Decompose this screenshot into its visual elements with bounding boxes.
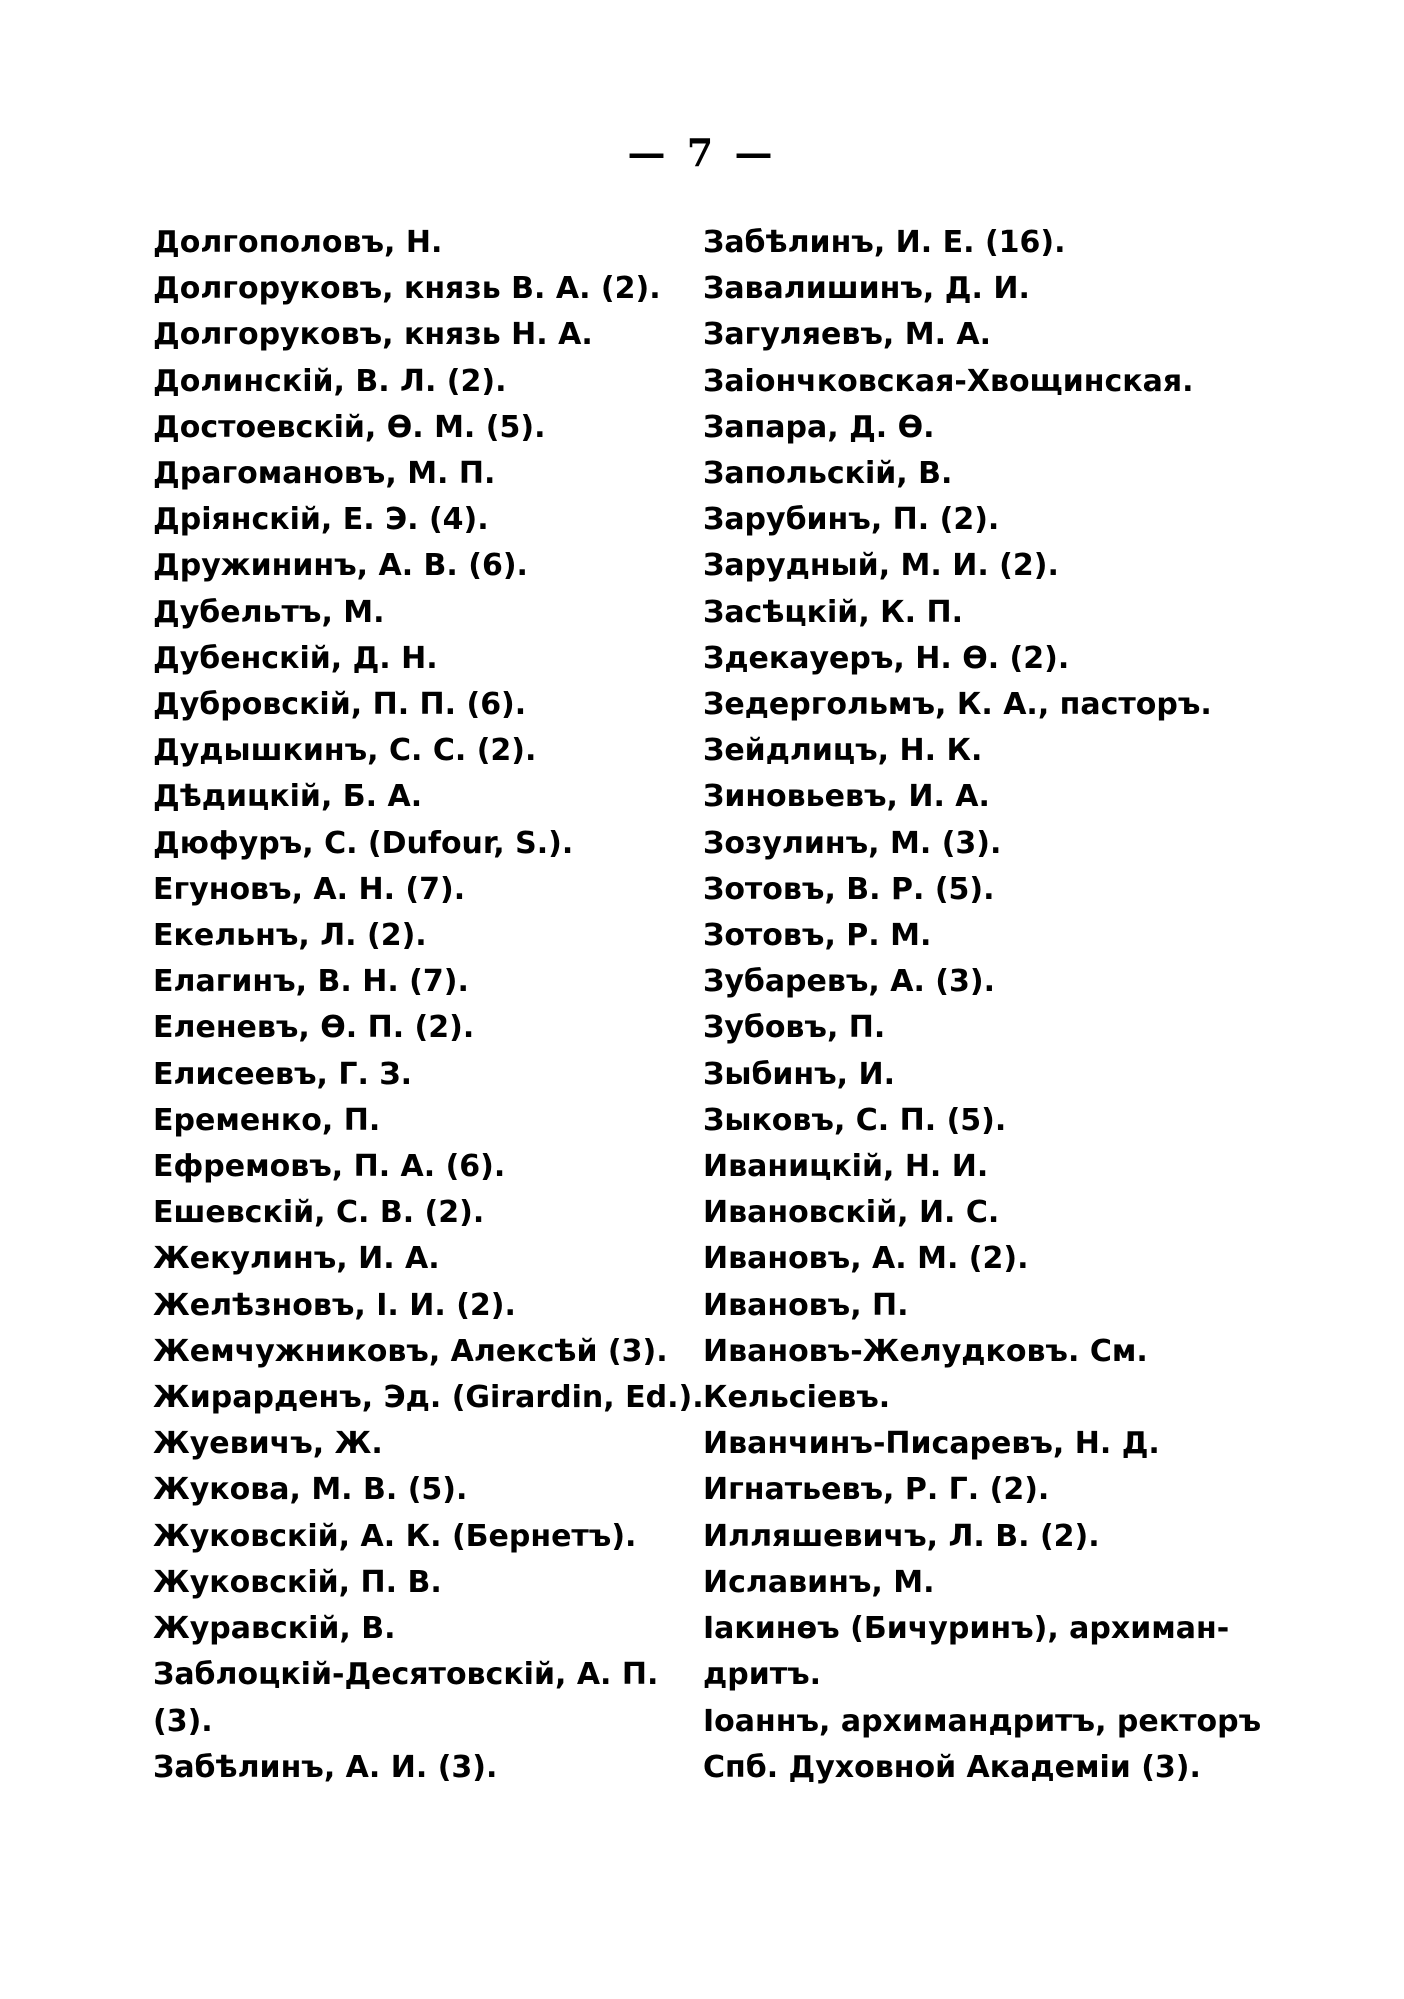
index-entry [153, 312, 673, 358]
index-entry [153, 1514, 673, 1560]
index-entry [703, 913, 1243, 959]
index-entry-name: Дубенскій, Д. Н. [153, 640, 438, 676]
index-entry [153, 497, 673, 543]
index-entry-name: Зарубинъ, П. (2). [703, 502, 1000, 538]
index-entry-name: Зейдлицъ, Н. К. [703, 733, 983, 769]
index-entry [153, 728, 673, 774]
index-entry [153, 220, 673, 266]
index-entry [703, 1005, 1243, 1051]
index-entry [703, 1190, 1243, 1236]
index-entry [153, 1467, 673, 1513]
index-entry [703, 728, 1243, 774]
index-entry [153, 1606, 673, 1652]
index-entry-name: Иславинъ, М. [703, 1564, 935, 1600]
index-entry-name: Ешевскій, С. В. (2). [153, 1195, 485, 1231]
index-entry [153, 266, 673, 312]
index-entry [153, 451, 673, 497]
index-entry [153, 1098, 673, 1144]
index-entry [703, 451, 1243, 497]
index-entry [703, 312, 1243, 358]
index-entry-name: Дубровскій, П. П. (6). [153, 687, 527, 723]
index-entry-name: Дѣдицкій, Б. А. [153, 779, 423, 815]
index-entry-name: Дубельтъ, М. [153, 594, 385, 630]
index-entry-name: Запара, Д. Ѳ. [703, 409, 935, 445]
index-entry [153, 1005, 673, 1051]
index-entry [703, 1236, 1243, 1282]
index-entry-name: Засѣцкій, К. П. [703, 594, 964, 630]
index-entry [703, 1560, 1243, 1606]
index-entry-name: Забѣлинъ, И. Е. (16). [703, 225, 1066, 260]
index-entry-name: Загуляевъ, М. А. [703, 317, 992, 353]
index-column-right [703, 220, 1262, 1791]
index-entry [703, 959, 1243, 1005]
index-entry-continuation: дритъ. [703, 1657, 822, 1693]
index-entry [703, 590, 1243, 636]
index-entry [153, 405, 673, 451]
index-entry-name: Илляшевичъ, Л. В. (2). [703, 1518, 1100, 1554]
index-entry-name: Еленевъ, Ѳ. П. (2). [153, 1010, 475, 1046]
index-entry [703, 1467, 1243, 1513]
index-entry-name: Долинскій, В. Л. (2). [153, 363, 507, 399]
index-entry-name: Іакинѳъ (Бичуринъ), архиман- [703, 1611, 1230, 1647]
index-entry [703, 1699, 1262, 1791]
index-entry-name: Долгоруковъ, князь В. А. (2). [153, 271, 661, 307]
index-entry-continuation: Спб. Духовной Академіи (3). [703, 1749, 1201, 1785]
index-entry-name: Ефремовъ, П. А. (6). [153, 1149, 506, 1185]
index-entry [703, 497, 1243, 543]
index-entry-name: Заіончковская-Хвощинская. [703, 363, 1194, 399]
index-entry-name: Іоаннъ, архимандритъ, ректоръ [703, 1703, 1262, 1739]
index-entry [703, 1098, 1243, 1144]
index-entry-name: Здекауеръ, Н. Ѳ. (2). [703, 640, 1070, 676]
index-entry-name: Зарудный, М. И. (2). [703, 548, 1059, 584]
index-entry [153, 1052, 673, 1098]
index-entry-name: Долгоруковъ, князь Н. А. [153, 317, 593, 353]
index-entry [153, 1375, 704, 1421]
index-entry-name: Забѣлинъ, А. И. (3). [153, 1749, 498, 1785]
index-entry [153, 774, 673, 820]
index-entry-name: Елисеевъ, Г. З. [153, 1056, 412, 1092]
index-entry [153, 359, 673, 405]
index-entry-name: Драгомановъ, М. П. [153, 456, 496, 492]
index-entry-name: Еременко, П. [153, 1102, 381, 1138]
index-entry [703, 359, 1243, 405]
index-entry-name: Жемчужниковъ, Алексѣй (3). [153, 1333, 668, 1369]
index-entry-name: Дюфуръ, С. (Dufour, S.). [153, 825, 574, 861]
index-entry-name: Запольскій, В. [703, 456, 953, 492]
index-entry-name: Дружининъ, А. В. (6). [153, 548, 528, 584]
index-entry-name: Достоевскій, Ѳ. М. (5). [153, 409, 546, 445]
index-entry [703, 405, 1243, 451]
index-entry [153, 590, 673, 636]
index-entry-name: Иваницкій, Н. И. [703, 1149, 989, 1185]
index-entry-name: Зедергольмъ, К. А., пасторъ. [703, 687, 1212, 723]
index-entry-name: Жуевичъ, Ж. [153, 1426, 383, 1462]
index-entry [703, 220, 1243, 266]
index-entry [703, 1283, 1243, 1329]
index-entry [703, 543, 1243, 589]
index-entry [153, 1144, 673, 1190]
index-entry [703, 1144, 1243, 1190]
index-entry-name: Журавскій, В. [153, 1611, 396, 1647]
index-entry [153, 1421, 673, 1467]
index-entry-name: Ивановъ, А. М. (2). [703, 1241, 1029, 1277]
index-entry [703, 867, 1243, 913]
index-entry [153, 1329, 673, 1375]
index-entry [153, 1190, 673, 1236]
index-entry-name: Зотовъ, Р. М. [703, 918, 932, 954]
index-entry-name: Ивановъ, П. [703, 1287, 909, 1323]
index-entry [153, 821, 673, 867]
index-entry [703, 1421, 1243, 1467]
index-entry-name: Ивановскій, И. С. [703, 1195, 1000, 1231]
index-entry-name: Жуковскій, А. К. (Бернетъ). [153, 1518, 637, 1554]
index-entry [703, 1329, 1243, 1421]
index-entry [153, 1283, 673, 1329]
index-entry [703, 1514, 1243, 1560]
index-entry [703, 774, 1243, 820]
index-entry-name: Иванчинъ-Писаревъ, Н. Д. [703, 1426, 1160, 1462]
index-entry [153, 1560, 673, 1606]
index-entry [703, 821, 1243, 867]
index-entry-name: Зыковъ, С. П. (5). [703, 1102, 1007, 1138]
index-entry [703, 682, 1243, 728]
index-entry-name: Елагинъ, В. Н. (7). [153, 964, 469, 1000]
index-entry [153, 867, 673, 913]
index-entry [703, 636, 1243, 682]
index-entry-continuation: (3). [153, 1703, 213, 1739]
index-entry [153, 1236, 673, 1282]
index-entry-name: Жуковскій, П. В. [153, 1564, 442, 1600]
index-entry-name: Завалишинъ, Д. И. [703, 271, 1030, 307]
index-entry [703, 266, 1243, 312]
index-entry [153, 636, 673, 682]
index-entry-name: Зубаревъ, А. (3). [703, 964, 996, 1000]
index-entry-name: Дріянскій, Е. Э. (4). [153, 502, 489, 538]
index-entry-name: Долгополовъ, Н. [153, 225, 443, 260]
index-entry [153, 1652, 673, 1744]
index-entry-name: Дудышкинъ, С. С. (2). [153, 733, 537, 769]
index-entry-name: Игнатьевъ, Р. Г. (2). [703, 1472, 1050, 1508]
index-entry-name: Жирарденъ, Эд. (Girardin, Ed.). [153, 1380, 704, 1416]
index-entry-name: Егуновъ, А. Н. (7). [153, 871, 466, 907]
index-entry-name: Зотовъ, В. Р. (5). [703, 871, 995, 907]
index-column-left [153, 220, 704, 1791]
index-entry [153, 682, 673, 728]
page-number: — 7 — [627, 130, 777, 175]
index-entry [153, 1745, 673, 1791]
index-entry-name: Зозулинъ, М. (3). [703, 825, 1002, 861]
index-entry-name: Заблоцкій-Десятовскій, А. П. [153, 1657, 659, 1693]
index-entry-continuation: Кельсіевъ. [703, 1380, 891, 1416]
index-entry-name: Жукова, М. В. (5). [153, 1472, 468, 1508]
index-entry [153, 543, 673, 589]
index-entry-name: Зубовъ, П. [703, 1010, 886, 1046]
index-entry [703, 1606, 1243, 1698]
index-entry-name: Зыбинъ, И. [703, 1056, 896, 1092]
index-entry-name: Зиновьевъ, И. А. [703, 779, 990, 815]
index-entry [153, 913, 673, 959]
index-entry-name: Желѣзновъ, І. И. (2). [153, 1287, 516, 1323]
index-entry-name: Жекулинъ, И. А. [153, 1241, 440, 1277]
index-entry-name: Ивановъ-Желудковъ. См. [703, 1333, 1148, 1369]
index-entry-name: Екельнъ, Л. (2). [153, 918, 427, 954]
index-entry [703, 1052, 1243, 1098]
index-entry [153, 959, 673, 1005]
